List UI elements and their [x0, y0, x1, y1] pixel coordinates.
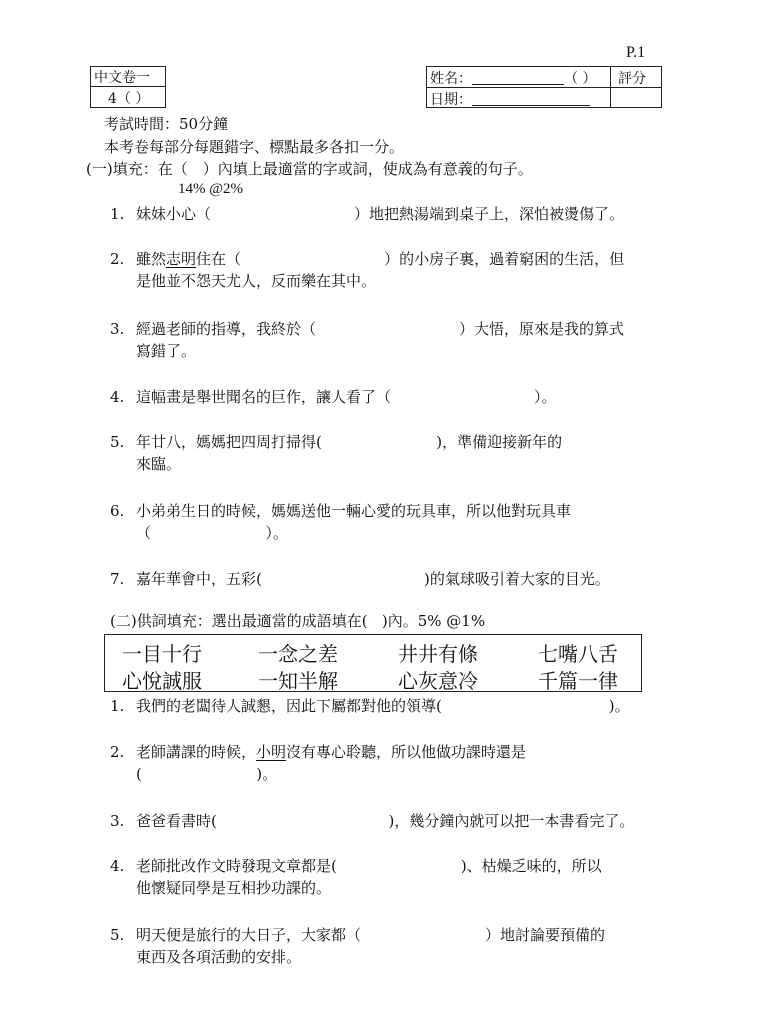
name-label: 姓名： [430, 71, 472, 87]
idiom-option: 七嘴八舌 [538, 642, 618, 666]
name-field[interactable] [430, 68, 596, 88]
section1-question-2 [110, 248, 624, 292]
question-text-line2: 東西及各項活動的安排。 [136, 948, 302, 966]
question-number: 7. [110, 570, 125, 588]
section2-question-4 [110, 855, 602, 899]
question-text: 老師講課的時候， [136, 743, 257, 761]
idiom-option: 一目十行 [122, 642, 202, 666]
section2-question-1 [110, 695, 630, 717]
question-text-line2: 寫錯了。 [136, 342, 197, 360]
question-text: 年廿八，媽媽把四周打掃得( )，準備迎接新年的 [136, 433, 563, 451]
proper-name: 志明 [166, 250, 197, 268]
question-number: 5. [110, 926, 125, 944]
question-number: 1. [110, 697, 125, 715]
question-text: 明天便是旅行的大日子，大家都（ ）地討論要預備的 [136, 926, 605, 944]
date-blank[interactable] [472, 91, 590, 106]
question-number: 2. [110, 250, 125, 268]
question-text: 住在（ ）的小房子裏，過着窮困的生活，但 [196, 250, 625, 268]
section1-title: (一)填充：在（ ）內填上最適當的字或詞，使成為有意義的句子。 [86, 160, 533, 178]
question-text-line2: 來臨。 [136, 455, 182, 473]
question-number: 5. [110, 433, 125, 451]
exam-time: 考試時間：50分鐘 [104, 115, 229, 133]
question-text: 老師批改作文時發現文章都是( )、枯燥乏味的，所以 [136, 857, 602, 875]
question-text: 我們的老闆待人誠懇，因此下屬都對他的領導( )。 [136, 697, 630, 715]
question-text: 經過老師的指導，我終於（ ）大悟，原來是我的算式 [136, 320, 625, 338]
section2-title: (二)供詞填充：選出最適當的成語填在( )內。5% @1% [110, 612, 486, 630]
section1-marks: 14% @2% [178, 181, 244, 197]
page-number: P.1 [626, 44, 646, 61]
question-text: 嘉年華會中，五彩( )的氣球吸引着大家的目光。 [136, 570, 610, 588]
section1-question-7 [110, 568, 610, 590]
class-number-paren: （ ） [564, 71, 597, 87]
date-field[interactable] [430, 89, 590, 109]
question-text: 爸爸看書時( )，幾分鐘內就可以把一本書看完了。 [136, 812, 635, 830]
section1-question-5 [110, 431, 562, 475]
question-number: 3. [110, 812, 125, 830]
question-number: 4. [110, 857, 125, 875]
score-label: 評分 [618, 71, 646, 87]
question-text: 雖然 [136, 250, 167, 268]
question-text-line2: ( )。 [136, 765, 278, 783]
idiom-option: 井井有條 [398, 642, 478, 666]
question-text-line2: 是他並不怨天尤人，反而樂在其中。 [136, 272, 377, 290]
question-number: 4. [110, 388, 125, 406]
proper-name: 小明 [256, 743, 287, 761]
section2-question-5 [110, 924, 605, 968]
question-text: 小弟弟生日的時候，媽媽送他一輛心愛的玩具車，所以他對玩具車 [136, 502, 572, 520]
idiom-option: 一知半解 [258, 669, 338, 693]
idiom-option: 一念之差 [258, 642, 338, 666]
question-number: 2. [110, 743, 125, 761]
question-number: 3. [110, 320, 125, 338]
section1-question-4 [110, 386, 557, 408]
idiom-option: 千篇一律 [538, 669, 618, 693]
question-text: 沒有專心聆聽，所以他做功課時還是 [286, 743, 527, 761]
question-text-line2: 他懷疑同學是互相抄功課的。 [136, 879, 332, 897]
paper-name: 中文卷一 [94, 70, 150, 86]
exam-rules: 本考卷每部分每題錯字、標點最多各扣一分。 [104, 138, 405, 156]
question-text: 這幅畫是舉世聞名的巨作，讓人看了（ ）。 [136, 388, 557, 406]
idiom-option: 心悅誠服 [122, 669, 202, 693]
question-number: 1. [110, 205, 125, 223]
class-label: 4（ ） [108, 91, 150, 107]
divider [610, 66, 611, 108]
question-number: 6. [110, 502, 125, 520]
idiom-option: 心灰意冷 [398, 669, 478, 693]
name-blank[interactable] [472, 70, 564, 85]
section1-question-1 [110, 203, 624, 225]
date-label: 日期： [430, 92, 472, 108]
section1-question-3 [110, 318, 624, 362]
section2-question-3 [110, 810, 634, 832]
section1-question-6 [110, 500, 571, 544]
question-text-line2: （ ）。 [136, 524, 288, 542]
section2-question-2 [110, 741, 526, 785]
question-text: 妹妹小心（ ）地把熱湯端到桌子上，深怕被燙傷了。 [136, 205, 625, 223]
